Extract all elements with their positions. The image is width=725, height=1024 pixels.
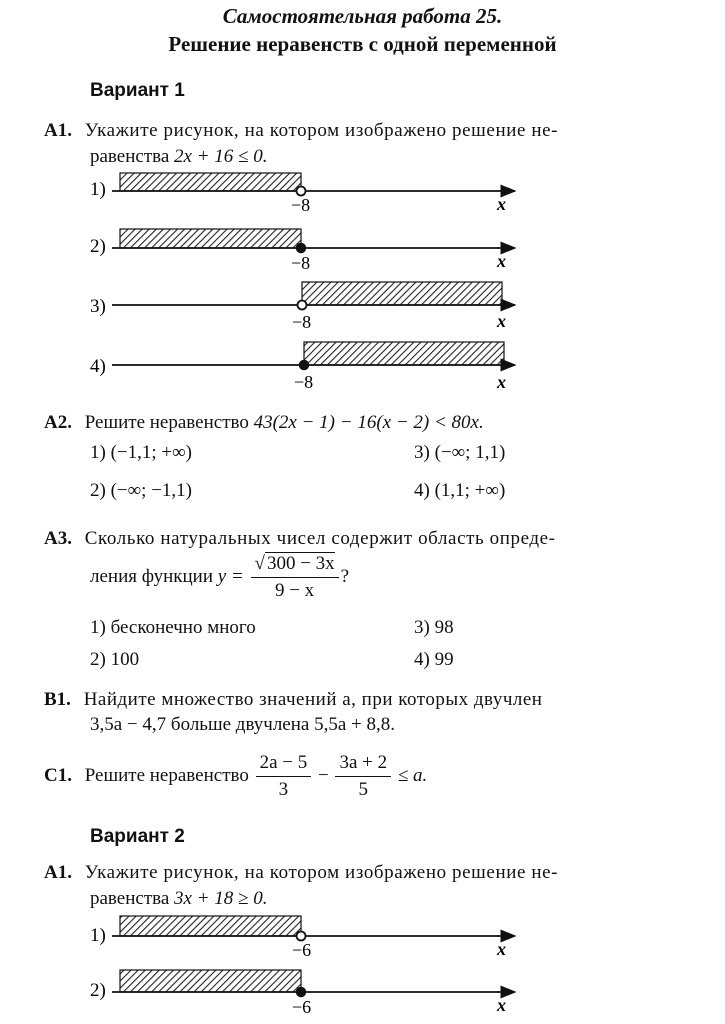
v1-a1-option-4-point-label: −8 <box>294 372 314 392</box>
v2-a1-option-2-hatched-region <box>120 970 301 992</box>
v1-a3-task <box>44 528 556 550</box>
v1-a1-option-4-axis-label: x <box>497 372 506 392</box>
v2-a1-line2-prefix: равенства <box>90 888 175 909</box>
v1-a1-option-1-axis-label: x <box>497 194 506 214</box>
v1-c1-fraction-2-numerator: 3a + 2 <box>335 752 391 777</box>
v2-a1-line1: Укажите рисунок, на котором изображено решение не- <box>84 862 559 883</box>
v1-a2-option-3: 3) (−∞; 1,1) <box>414 442 506 463</box>
v1-a1-option-4-label: 4) <box>90 356 106 377</box>
v1-a3-option-4: 4) 99 <box>414 649 454 670</box>
v1-a2-inequality: 43(2x − 1) − 16(x − 2) < 80x. <box>253 412 484 433</box>
v1-a3-option-1: 1) бесконечно много <box>90 617 256 638</box>
v1-c1-fraction-2-denominator: 5 <box>358 779 369 800</box>
v1-a3-option-3: 3) 98 <box>414 617 454 638</box>
v1-a1-option-3-hatched-region <box>302 282 502 305</box>
v2-a1-line2 <box>90 888 267 910</box>
v1-a3-fraction-denominator: 9 − x <box>274 580 315 601</box>
variant-1-heading: Вариант 1 <box>90 80 185 101</box>
v2-a1-option-2-number-line <box>0 966 725 1020</box>
v1-b1-number: В1. <box>44 689 71 710</box>
v1-b1-line1: Найдите множество значений a, при которых двучлен <box>83 689 543 710</box>
v1-b1-line2: 3,5a − 4,7 больше двучлена 5,5a + 8,8. <box>90 714 395 735</box>
v1-a1-line2-prefix: равенства <box>90 146 175 167</box>
v1-c1-fraction-1 <box>256 752 312 801</box>
v1-a1-option-1-label: 1) <box>90 179 106 200</box>
v2-a1-inequality: 3x + 18 ≥ 0. <box>174 888 268 909</box>
v1-a1-option-3-number-line <box>0 280 725 334</box>
v1-a1-option-3-point-label: −8 <box>292 312 312 332</box>
v2-a1-option-1-axis-label: x <box>497 939 506 959</box>
v1-a3-fraction <box>251 553 339 602</box>
v1-a1-option-2-label: 2) <box>90 236 106 257</box>
v1-a1-option-4-hatched-region <box>304 342 504 365</box>
v1-a3-line2 <box>90 553 349 602</box>
v1-a2-text: Решите неравенство <box>84 412 254 433</box>
v1-a3-number: А3. <box>44 528 72 549</box>
v1-a1-option-2-filled-point <box>297 244 306 253</box>
v2-a1-option-2-axis-label: x <box>497 995 506 1015</box>
v1-a2-option-2: 2) (−∞; −1,1) <box>90 480 192 501</box>
v1-a1-inequality: 2x + 16 ≤ 0. <box>174 146 268 167</box>
v2-a1-number: А1. <box>44 862 72 883</box>
worksheet-subtitle: Решение неравенств с одной переменной <box>168 32 557 56</box>
v1-c1-tail: ≤ a. <box>397 764 428 786</box>
v1-a1-option-1-hatched-region <box>120 173 301 191</box>
v1-a1-option-1-point-label: −8 <box>291 195 311 215</box>
v1-a3-fraction-numerator <box>251 553 339 578</box>
v1-a1-option-2-number-line <box>0 222 725 274</box>
v1-a1-option-3-axis-label: x <box>497 311 506 331</box>
worksheet-title: Самостоятельная работа 25. <box>222 4 503 28</box>
v1-a3-option-2: 2) 100 <box>90 649 140 670</box>
v1-a1-line1: Укажите рисунок, на котором изображено решение не- <box>84 120 559 141</box>
v1-a3-question-mark: ? <box>340 565 350 587</box>
v1-a1-option-2-axis-label: x <box>497 251 506 271</box>
v1-a1-option-3-open-point <box>298 301 307 310</box>
v1-a3-line2-prefix: ления функции <box>90 565 218 587</box>
v2-a1-option-1-point-label: −6 <box>292 940 312 960</box>
v1-c1-number: С1. <box>44 764 72 786</box>
v2-a1-option-2-label: 2) <box>90 980 106 1001</box>
v1-a1-option-2-point-label: −8 <box>291 253 311 273</box>
v1-a2-number: А2. <box>44 412 72 433</box>
v1-a2-option-4: 4) (1,1; +∞) <box>414 480 506 501</box>
v1-a2-task <box>44 412 484 434</box>
v1-a2-option-1: 1) (−1,1; +∞) <box>90 442 192 463</box>
v1-a1-option-1-number-line <box>0 165 725 215</box>
v1-c1-task <box>44 752 427 801</box>
v1-c1-fraction-1-numerator: 2a − 5 <box>256 752 312 777</box>
v1-a3-function-name: y = <box>217 565 244 587</box>
v1-a3-line1: Сколько натуральных чисел содержит область опреде- <box>84 528 556 549</box>
v2-a1-option-2-point-label: −6 <box>292 997 312 1017</box>
v2-a1-option-1-label: 1) <box>90 925 106 946</box>
v1-c1-fraction-2 <box>335 752 391 801</box>
v1-a1-option-2-hatched-region <box>120 229 301 248</box>
v2-a1-option-2-filled-point <box>297 988 306 997</box>
v1-a1-number: А1. <box>44 120 72 141</box>
v1-a3-radicand: 300 − 3x <box>266 553 335 574</box>
v1-c1-text: Решите неравенство <box>84 764 254 786</box>
v1-a1-option-4-filled-point <box>300 361 309 370</box>
v2-a1-option-1-hatched-region <box>120 916 301 936</box>
v1-a1-option-4-number-line <box>0 338 725 394</box>
v1-b1-task <box>44 689 542 711</box>
v2-a1-option-1-number-line <box>0 910 725 960</box>
v1-a1-task <box>44 120 558 142</box>
v2-a1-task <box>44 862 558 884</box>
v1-c1-minus: − <box>318 764 329 786</box>
sqrt-icon: √ <box>254 553 265 574</box>
variant-2-heading: Вариант 2 <box>90 826 185 847</box>
v1-c1-fraction-1-denominator: 3 <box>278 779 289 800</box>
v1-a1-option-3-label: 3) <box>90 296 106 317</box>
